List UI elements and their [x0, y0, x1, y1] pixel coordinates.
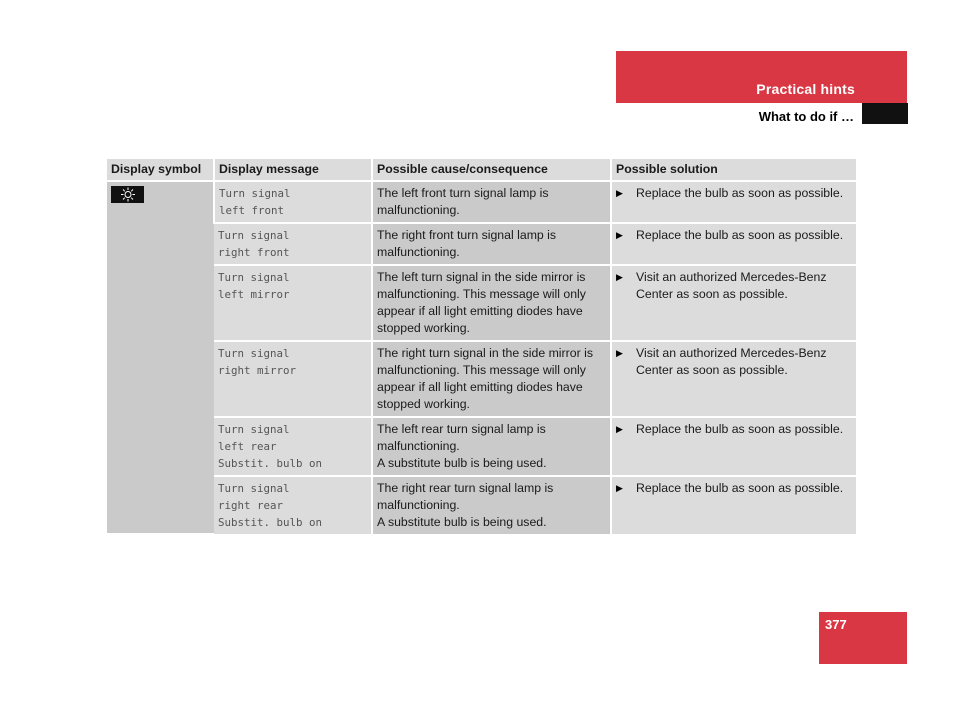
- solution-text: Replace the bulb as soon as possible.: [636, 186, 844, 200]
- table-row: [107, 341, 856, 417]
- page-number: 377: [825, 617, 847, 632]
- solution-text: Visit an authorized Mercedes-Benz Center as soon as possible.: [636, 346, 827, 377]
- solution-text: Replace the bulb as soon as possible.: [636, 228, 844, 242]
- bullet-arrow-icon: ▶: [616, 348, 623, 358]
- table-row: [107, 417, 856, 476]
- symbol-cell: [107, 181, 214, 534]
- display-message: Turn signal left rear Substit. bulb on: [214, 417, 372, 476]
- possible-solution: [611, 181, 856, 223]
- possible-solution: [611, 223, 856, 265]
- possible-cause: The left rear turn signal lamp is malfunctioning. A substitute bulb is being used.: [372, 417, 611, 476]
- solution-text: Visit an authorized Mercedes-Benz Center as soon as possible.: [636, 270, 827, 301]
- possible-solution: [611, 476, 856, 534]
- table-header-row: [107, 159, 856, 181]
- section-tab-marker: [862, 103, 908, 124]
- section-title: Practical hints: [756, 81, 855, 97]
- bulb-warning-icon: [111, 186, 144, 203]
- bullet-arrow-icon: ▶: [616, 424, 623, 434]
- subsection-title: What to do if …: [758, 109, 854, 124]
- table-row: [107, 476, 856, 534]
- possible-cause: The right turn signal in the side mirror is malfunctioning. This message will only appear if all light emitting diodes have stopped working.: [372, 341, 611, 417]
- possible-solution: [611, 417, 856, 476]
- column-header-solution: Possible solution: [611, 159, 856, 181]
- display-message: Turn signal right rear Substit. bulb on: [214, 476, 372, 534]
- column-header-message: Display message: [214, 159, 372, 181]
- table-row: [107, 181, 856, 223]
- possible-cause: The left front turn signal lamp is malfunctioning.: [372, 181, 611, 223]
- table-row: [107, 265, 856, 341]
- bullet-arrow-icon: ▶: [616, 188, 623, 198]
- table-row: [107, 223, 856, 265]
- solution-text: Replace the bulb as soon as possible.: [636, 422, 844, 436]
- possible-cause: The right rear turn signal lamp is malfunctioning. A substitute bulb is being used.: [372, 476, 611, 534]
- possible-cause: The left turn signal in the side mirror is malfunctioning. This message will only appear if all light emitting diodes have stopped working.: [372, 265, 611, 341]
- bullet-arrow-icon: ▶: [616, 272, 623, 282]
- possible-solution: [611, 341, 856, 417]
- display-message: Turn signal left mirror: [214, 265, 372, 341]
- display-message: Turn signal right mirror: [214, 341, 372, 417]
- display-messages-table: [107, 159, 856, 535]
- column-header-cause: Possible cause/consequence: [372, 159, 611, 181]
- bullet-arrow-icon: ▶: [616, 483, 623, 493]
- bullet-arrow-icon: ▶: [616, 230, 623, 240]
- possible-cause: The right front turn signal lamp is malfunctioning.: [372, 223, 611, 265]
- display-message: Turn signal left front: [214, 181, 372, 223]
- column-header-symbol: Display symbol: [107, 159, 214, 181]
- possible-solution: [611, 265, 856, 341]
- display-message: Turn signal right front: [214, 223, 372, 265]
- solution-text: Replace the bulb as soon as possible.: [636, 481, 844, 495]
